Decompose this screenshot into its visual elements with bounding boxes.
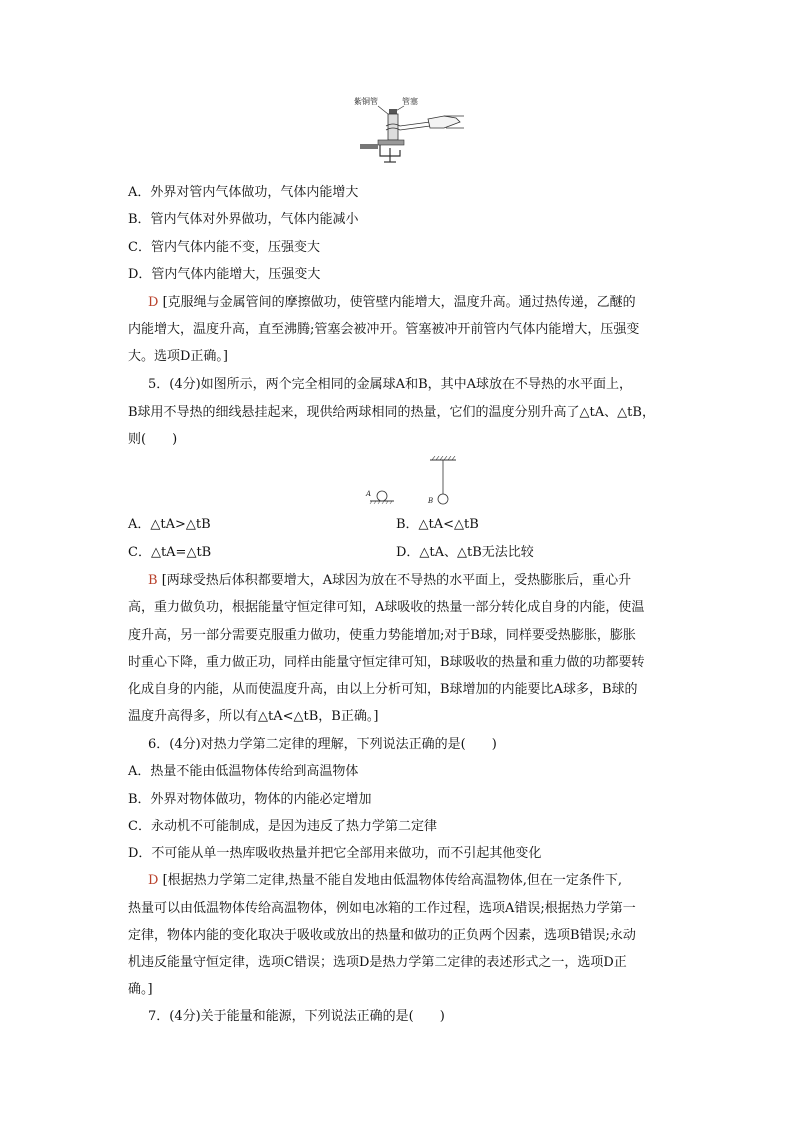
q4-option-a: A．外界对管内气体做功，气体内能增大: [128, 185, 359, 200]
label-ball-b: B: [428, 497, 434, 505]
q5-explanation-line-5: 化成自身的内能，从而使温度升高，由以上分析可知，B球增加的内能要比A球多，B球的: [128, 682, 638, 697]
q6-explanation-line-1: [148, 871, 622, 891]
q6-explanation-line-5: 确。]: [128, 982, 153, 997]
q5-stem-line-3: 则( ): [128, 432, 178, 447]
q6-explanation-line-3: 定律，物体内能的变化取决于吸收或放出的热量和做功的正负两个因素，选项B错误;永动: [128, 928, 636, 943]
q5-explanation-line-2: 高，重力做负功，根据能量守恒定律可知，A球吸收的热量一部分转化成自身的内能，使温: [128, 600, 645, 615]
q6-answer: D: [148, 873, 159, 888]
q4-explanation-text-1: [克服绳与金属管间的摩擦做功，使管壁内能增大，温度升高。通过热传递，乙醚的: [162, 295, 636, 310]
q4-explanation-line-1: [148, 293, 636, 313]
q4-explanation-line-3: 大。选项D正确。]: [128, 349, 228, 364]
q6-explanation-text-1: [根据热力学第二定律,热量不能自发地由低温物体传给高温物体,但在一定条件下,: [162, 873, 623, 888]
copper-tube-figure: [352, 92, 482, 164]
q5-option-d: D．△tA、△tB无法比较: [396, 545, 534, 560]
q6-option-a: A．热量不能由低温物体传给到高温物体: [128, 764, 359, 779]
q4-option-c: C．管内气体内能不变，压强变大: [128, 240, 320, 255]
q5-explanation-line-3: 度升高，另一部分需要克服重力做功，使重力势能增加;对于B球，同样要受热膨胀，膨胀: [128, 628, 636, 643]
q5-stem-line-1: 5．(4分)如图所示，两个完全相同的金属球A和B，其中A球放在不导热的水平面上，: [148, 377, 633, 392]
q5-explanation-line-4: 时重心下降，重力做正功，同样由能量守恒定律可知，B球吸收的热量和重力做的功都要转: [128, 655, 645, 670]
q5-option-c: C．△tA=△tB: [128, 545, 212, 560]
q6-stem: 6．(4分)对热力学第二定律的理解，下列说法正确的是( ): [148, 737, 497, 752]
figure-label-plug: 管塞: [402, 97, 418, 106]
q6-option-d: D．不可能从单一热库吸收热量并把它全部用来做功，而不引起其他变化: [128, 846, 542, 861]
q5-option-b: B．△tA<△tB: [396, 517, 479, 532]
q5-option-a: A．△tA>△tB: [128, 517, 211, 532]
q4-option-d: D．管内气体内能增大，压强变大: [128, 267, 321, 282]
q5-explanation-line-6: 温度升高得多，所以有△tA<△tB，B正确。]: [128, 709, 379, 724]
q5-stem-line-2: B球用不导热的细线悬挂起来，现供给两球相同的热量，它们的温度分别升高了△tA、△tB，: [128, 405, 655, 420]
q4-answer: D: [148, 295, 159, 310]
q6-explanation-line-4: 机违反能量守恒定律，选项C错误；选项D是热力学第二定律的表述形式之一，选项D正: [128, 955, 627, 970]
two-balls-figure: [360, 456, 470, 508]
q5-answer: B: [148, 573, 158, 588]
q5-explanation-line-1: [148, 571, 631, 591]
q7-stem: 7．(4分)关于能量和能源，下列说法正确的是( ): [148, 1009, 445, 1024]
figure-label-tube: 紫铜管: [354, 97, 378, 106]
q5-explanation-text-1: [两球受热后体积都要增大，A球因为放在不导热的水平面上，受热膨胀后，重心升: [161, 573, 632, 588]
label-ball-a: A: [366, 490, 372, 498]
q6-option-b: B．外界对物体做功，物体的内能必定增加: [128, 792, 372, 807]
q4-explanation-line-2: 内能增大，温度升高，直至沸腾;管塞会被冲开。管塞被冲开前管内气体内能增大，压强变: [128, 322, 640, 337]
q6-option-c: C．永动机不可能制成，是因为违反了热力学第二定律: [128, 819, 437, 834]
q4-option-b: B．管内气体对外界做功，气体内能减小: [128, 212, 359, 227]
q6-explanation-line-2: 热量可以由低温物体传给高温物体，例如电冰箱的工作过程，选项A错误;根据热力学第一: [128, 901, 636, 916]
